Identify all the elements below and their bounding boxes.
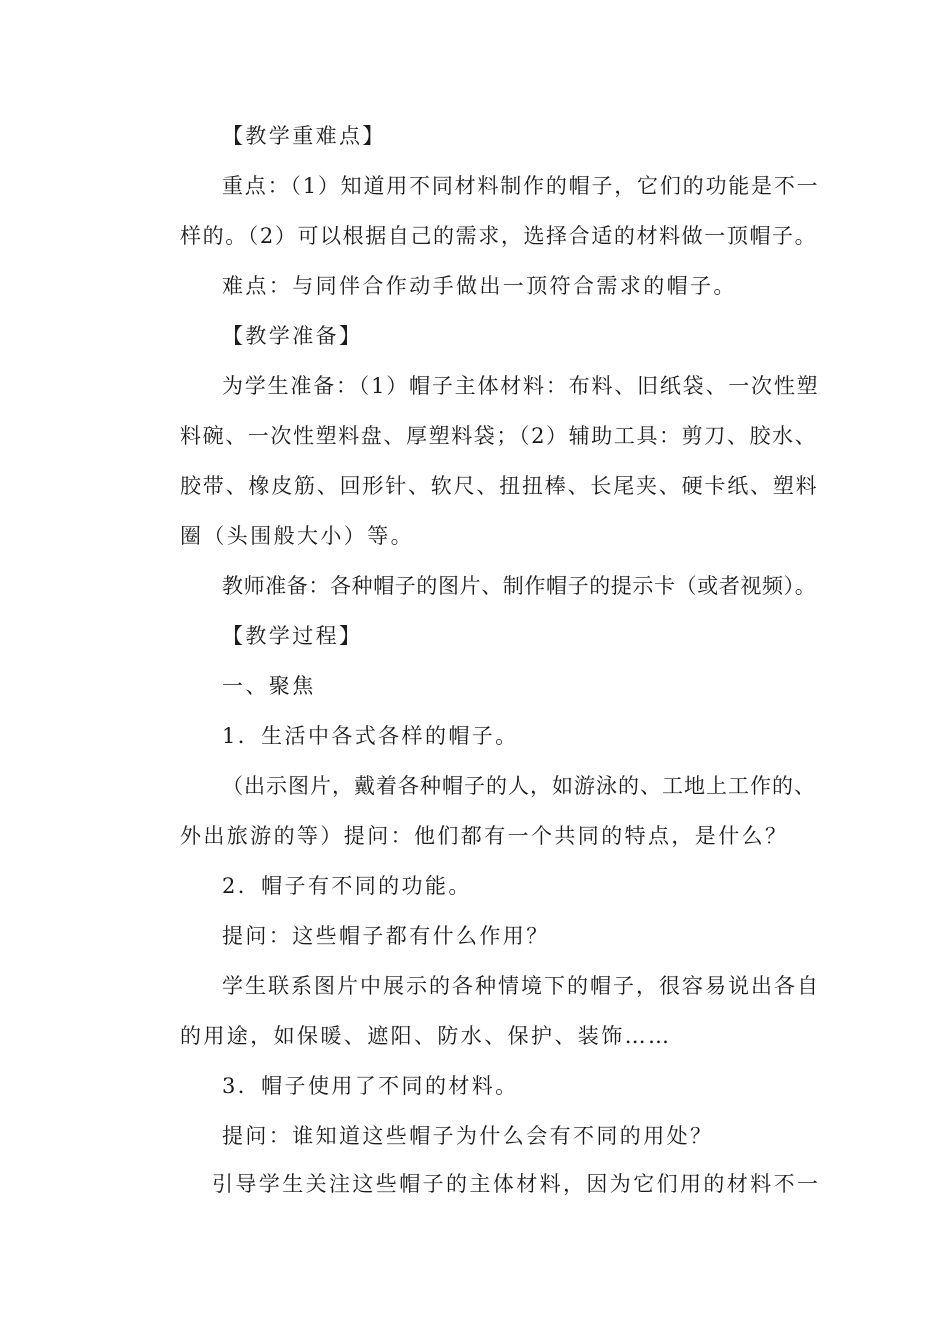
paragraph-line: 的用途，如保暖、遮阳、防水、保护、装饰…… xyxy=(180,1024,672,1048)
paragraph-line: 圈（头围般大小）等。 xyxy=(180,524,414,548)
paragraph-line: 样的。（2）可以根据自己的需求，选择合适的材料做一顶帽子。 xyxy=(180,224,818,248)
paragraph-line: 学生联系图片中展示的各种情境下的帽子，很容易说出各自 xyxy=(222,974,820,998)
paragraph-line: 提问：这些帽子都有什么作用？ xyxy=(222,924,550,948)
list-item: 1．生活中各式各样的帽子。 xyxy=(222,724,519,748)
paragraph-line: 重点：（1）知道用不同材料制作的帽子，它们的功能是不一 xyxy=(222,174,820,198)
list-item: 2．帽子有不同的功能。 xyxy=(222,874,472,898)
paragraph-line: 外出旅游的等）提问：他们都有一个共同的特点，是什么？ xyxy=(180,824,789,848)
section-heading-preparation: 【教学准备】 xyxy=(222,324,363,348)
paragraph-line: 胶带、橡皮筋、回形针、软尺、扭扭棒、长尾夹、硬卡纸、塑料 xyxy=(180,474,819,498)
paragraph-line: 难点：与同伴合作动手做出一顶符合需求的帽子。 xyxy=(222,274,737,298)
paragraph-line: 教师准备：各种帽子的图片、制作帽子的提示卡（或者视频）。 xyxy=(222,574,817,598)
section-heading-key-points: 【教学重难点】 xyxy=(222,124,386,148)
paragraph-line: 料碗、一次性塑料盘、厚塑料袋；（2）辅助工具：剪刀、胶水、 xyxy=(180,424,818,448)
subsection-heading: 一、聚焦 xyxy=(222,674,316,698)
paragraph-line: 为学生准备：（1）帽子主体材料：布料、旧纸袋、一次性塑 xyxy=(222,374,820,398)
paragraph-line: （出示图片，戴着各种帽子的人，如游泳的、工地上工作的、 xyxy=(222,774,816,798)
list-item: 3．帽子使用了不同的材料。 xyxy=(222,1074,519,1098)
section-heading-process: 【教学过程】 xyxy=(222,624,363,648)
paragraph-line: 引导学生关注这些帽子的主体材料，因为它们用的材料不一 xyxy=(212,1172,821,1196)
paragraph-line: 提问：谁知道这些帽子为什么会有不同的用处？ xyxy=(222,1124,714,1148)
